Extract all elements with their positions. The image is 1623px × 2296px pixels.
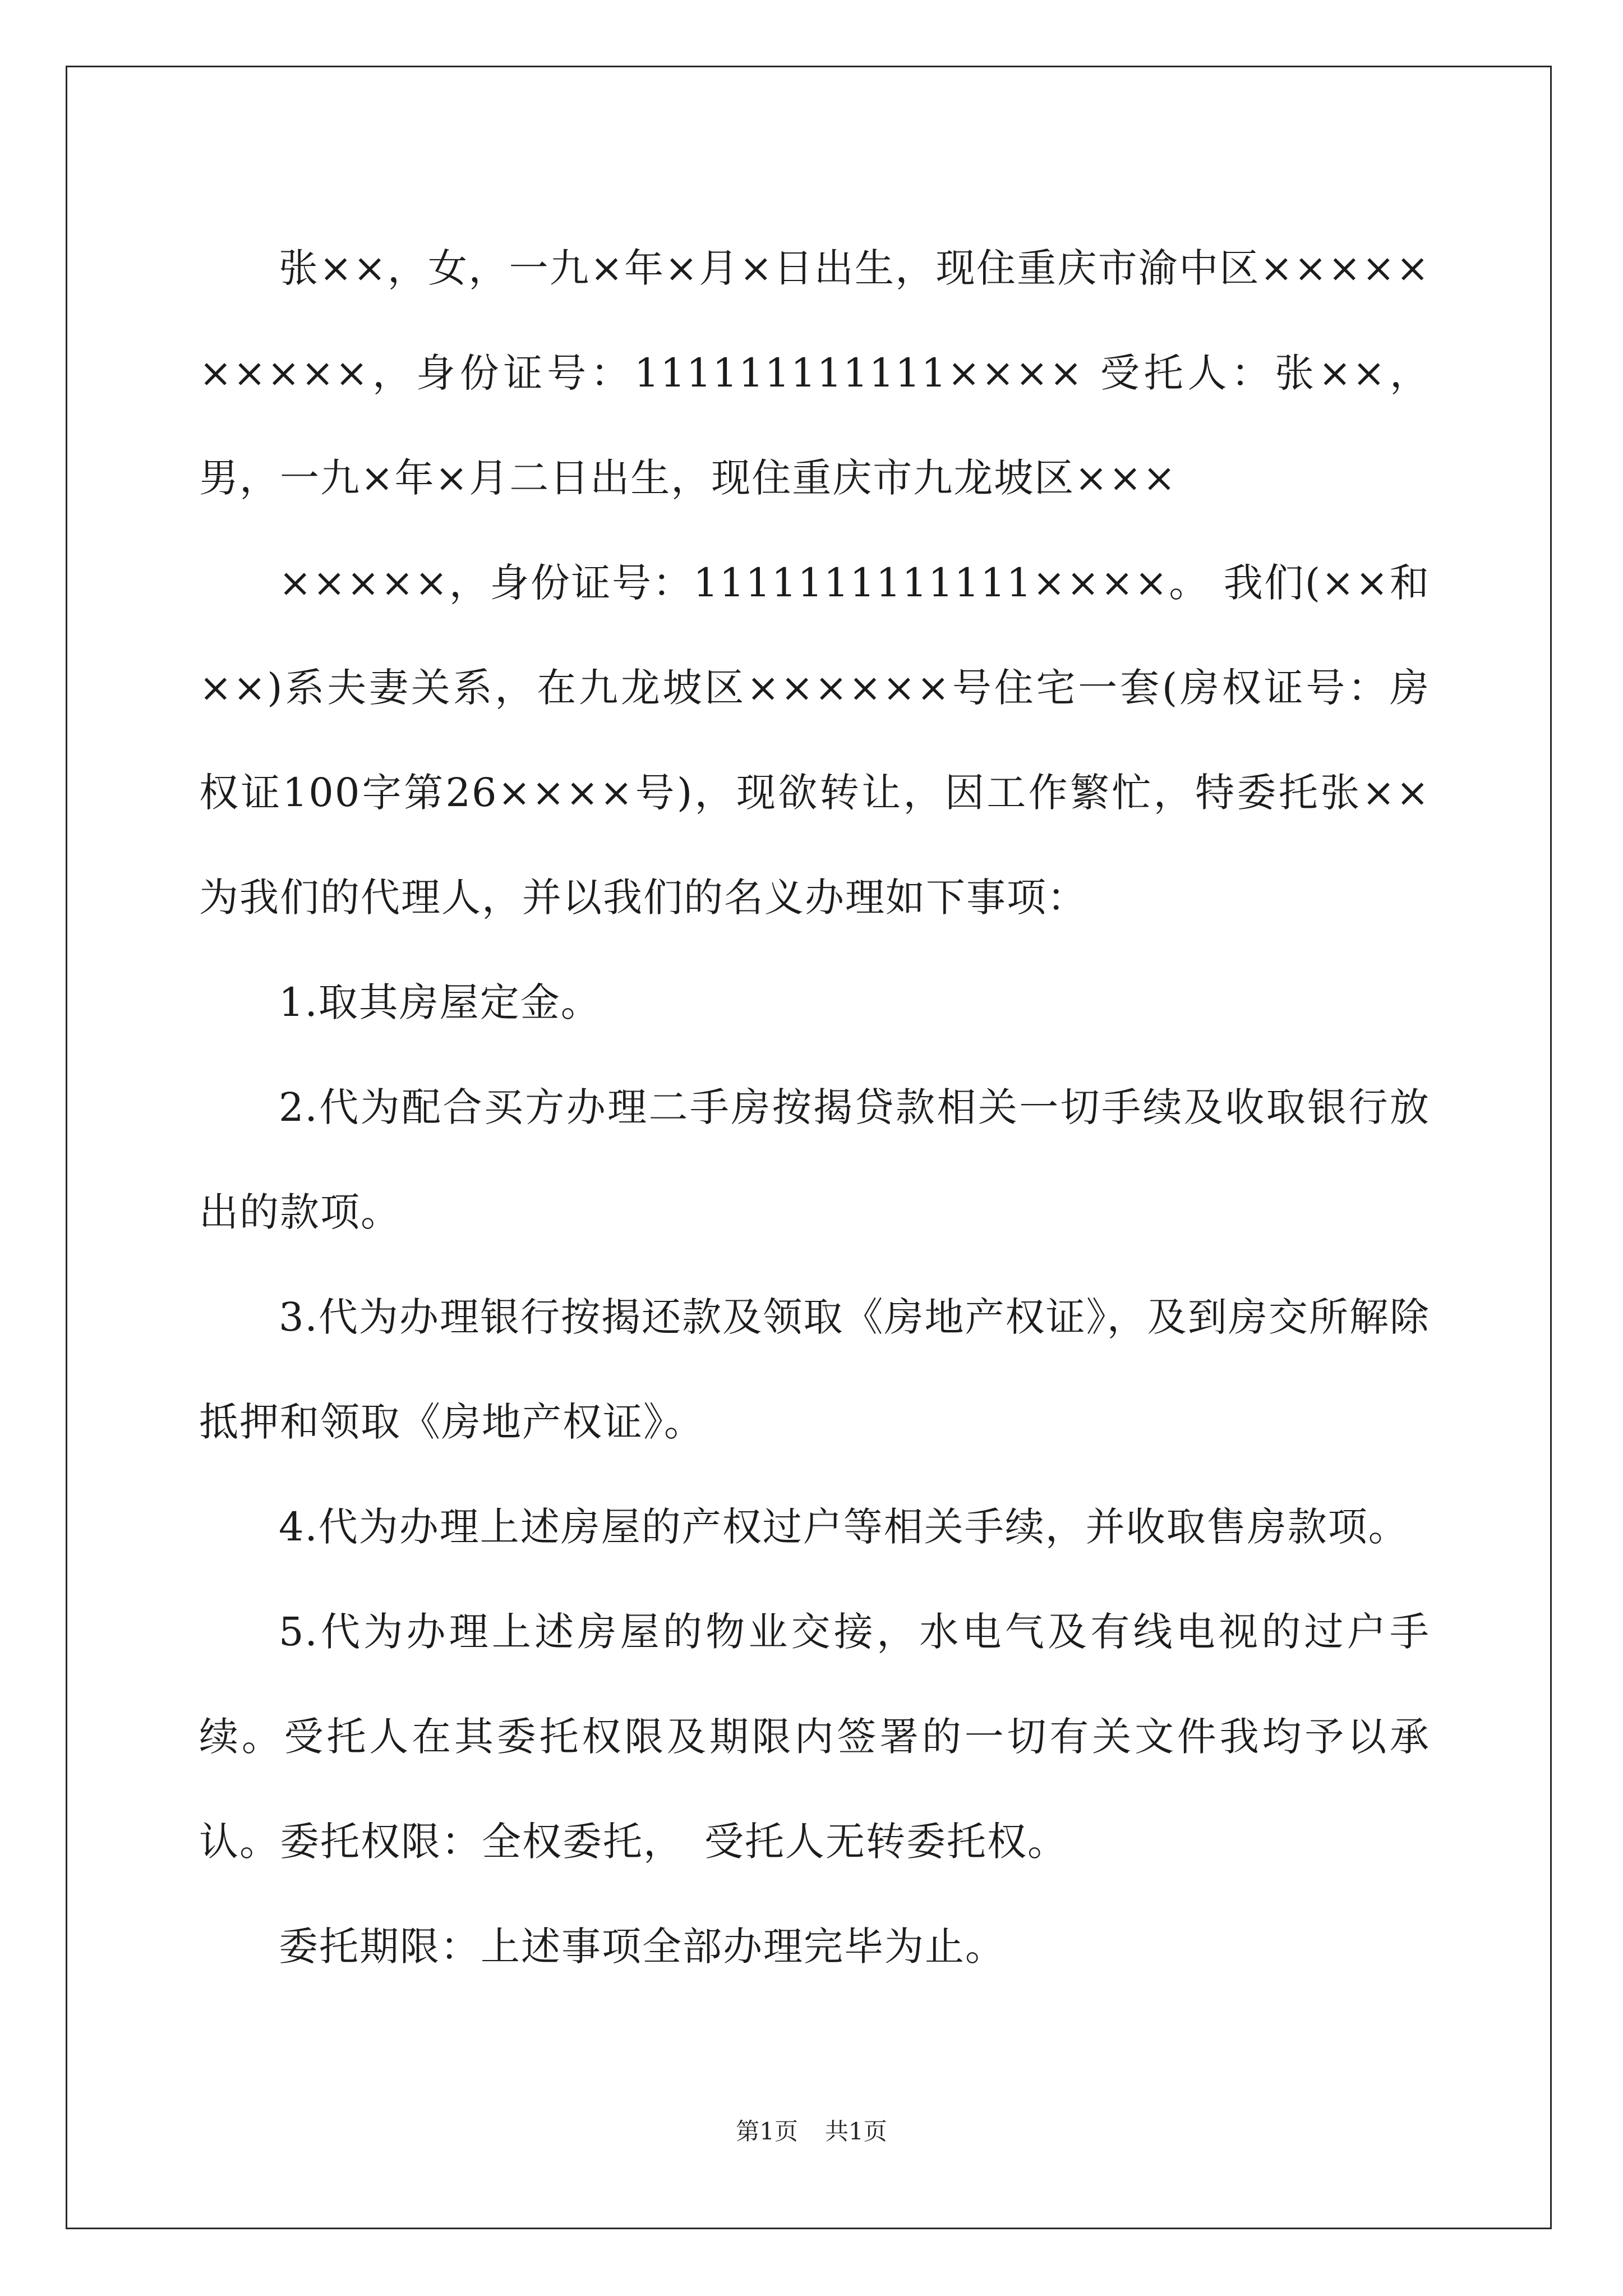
paragraph-principal-info: 张××，女，一九×年×月×日出生，现住重庆市渝中区××××××××××，身份证号：111111111111×××× 受托人：张××，男，一九×年×月二日出生，现住重庆市九龙坡区×××	[199, 245, 1430, 501]
paragraph-item-4: 4.代为办理上述房屋的产权过户等相关手续，并收取售房款项。	[279, 1504, 1409, 1550]
paragraph-item-1: 1.取其房屋定金。	[279, 979, 601, 1025]
paragraph-item-3: 3.代为办理银行按揭还款及领取《房地产权证》，及到房交所解除抵押和领取《房地产权证》。	[199, 1294, 1430, 1445]
paragraph-item-2: 2.代为配合买方办理二手房按揭贷款相关一切手续及收取银行放出的款项。	[199, 1084, 1430, 1235]
page-total: 共1页	[825, 2118, 887, 2145]
document-body	[199, 216, 1430, 1999]
paragraph-delegation: ×××××，身份证号：1111111111111××××。 我们(××和××)系夫妻关系，在九龙坡区××××××号住宅一套(房权证号：房权证100字第26××××号)，现欲转让，因工作繁忙，特委托张××为我们的代理人，并以我们的名义办理如下事项：	[199, 560, 1430, 921]
paragraph-term: 委托期限：上述事项全部办理完毕为止。	[279, 1924, 1006, 1970]
page-footer	[0, 2115, 1623, 2148]
paragraph-item-5: 5.代为办理上述房屋的物业交接，水电气及有线电视的过户手续。受托人在其委托权限及期限内签署的一切有关文件我均予以承认。委托权限：全权委托， 受托人无转委托权。	[199, 1609, 1430, 1865]
page-number: 第1页	[736, 2118, 798, 2145]
